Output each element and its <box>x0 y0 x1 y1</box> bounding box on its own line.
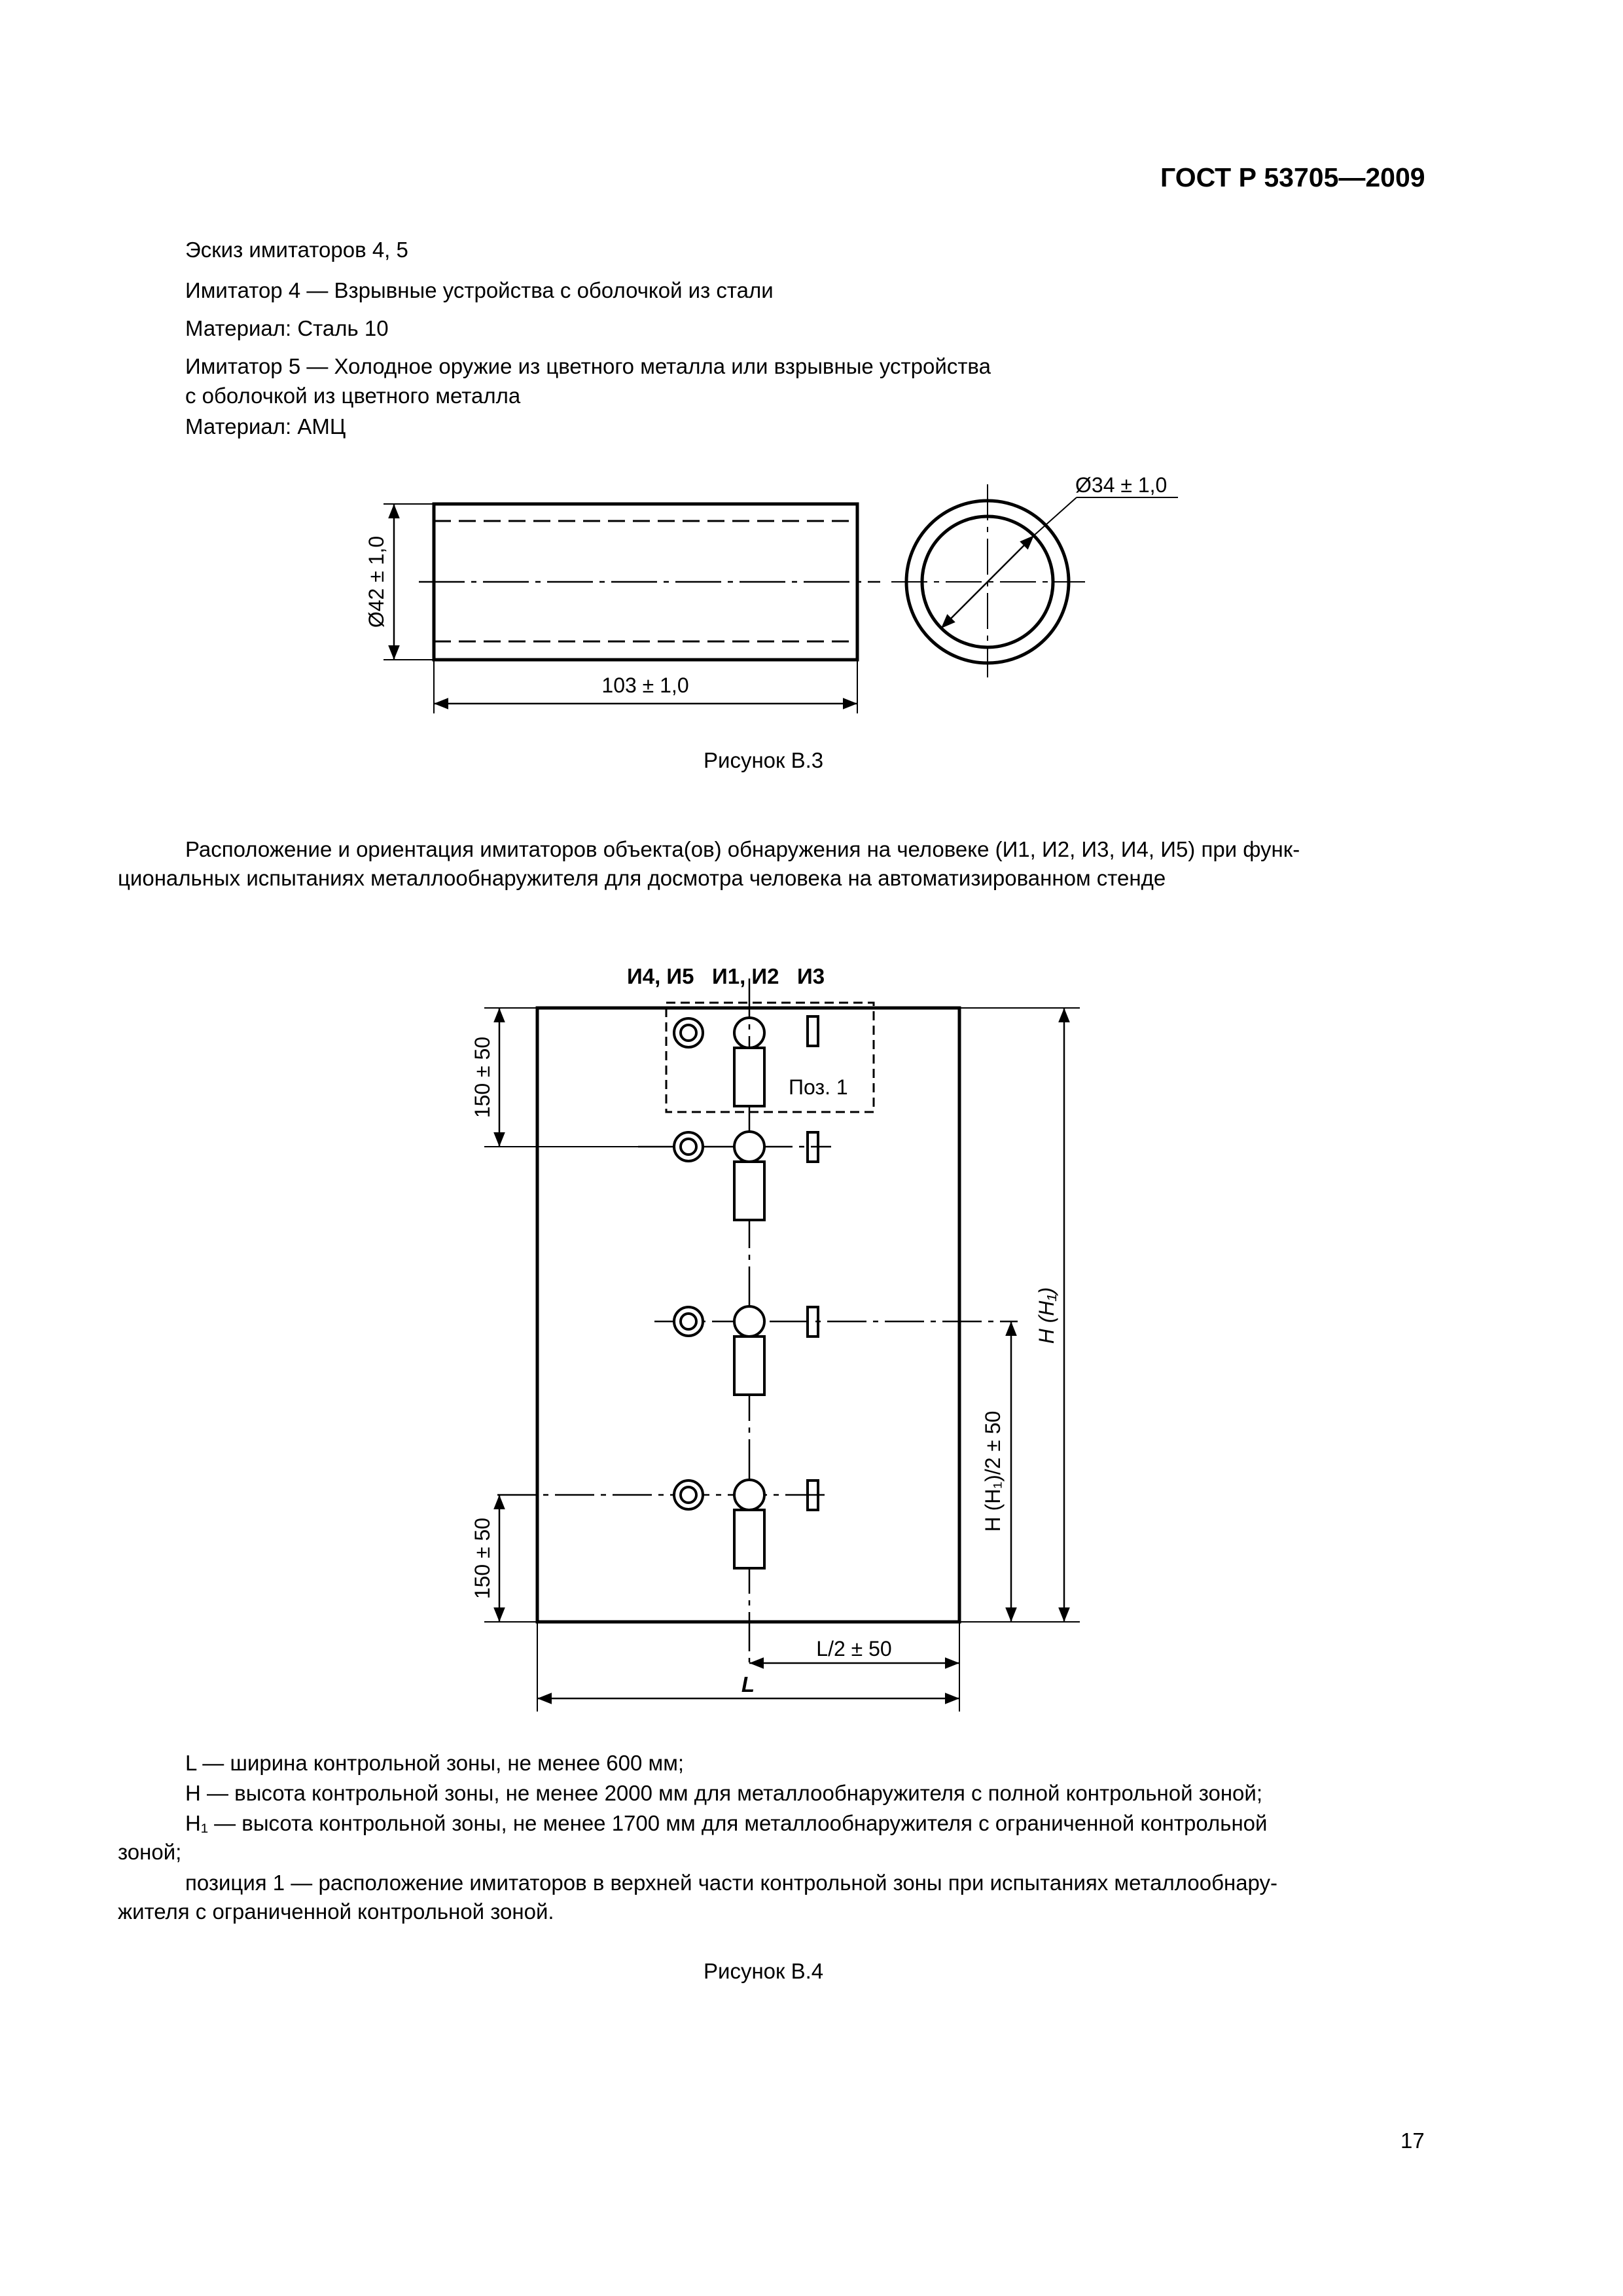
legend-pos1-line2: жителя с ограниченной контрольной зоной. <box>118 1899 554 1924</box>
imitator-5-text-line1: Имитатор 5 — Холодное оружие из цветного металла или взрывные устройства <box>185 354 991 378</box>
legend-l: L — ширина контрольной зоны, не менее 600 мм; <box>185 1751 685 1775</box>
label-i1-i2: И1, И2 <box>712 964 779 988</box>
legend-h1-line2: зоной; <box>118 1840 182 1864</box>
section-text-line1: Расположение и ориентация имитаторов объекта(ов) обнаружения на человеке (И1, И2, И3, И4, И5) при функ- <box>185 837 1300 861</box>
imitator-4-text: Имитатор 4 — Взрывные устройства с оболочкой из стали <box>185 278 774 302</box>
dim-l-half-label: L/2 ± 50 <box>816 1637 892 1660</box>
dim-h-label: H (H₁) <box>1035 1287 1058 1344</box>
figure-b3-caption: Рисунок В.3 <box>704 748 824 772</box>
page-number: 17 <box>1400 2128 1425 2153</box>
legend-h1-line1: H₁ — высота контрольной зоны, не менее 1700 мм для металлообнаружителя с ограниченной контрольной <box>185 1811 1268 1835</box>
sketch-title: Эскиз имитаторов 4, 5 <box>185 238 408 262</box>
legend-pos1-line1: позиция 1 — расположение имитаторов в верхней части контрольной зоны при испытаниях металлообнару- <box>185 1871 1278 1895</box>
length-label: 103 ± 1,0 <box>601 673 689 697</box>
outer-diameter-label: Ø42 ± 1,0 <box>365 535 388 628</box>
material-1-text: Материал: Сталь 10 <box>185 316 389 340</box>
material-2-text: Материал: АМЦ <box>185 414 346 439</box>
imitator-5-text-line2: с оболочкой из цветного металла <box>185 384 521 408</box>
imitator-row-2 <box>638 1132 831 1220</box>
legend-h: H — высота контрольной зоны, не менее 2000 мм для металлообнаружителя с полной контрольной зоной; <box>185 1781 1263 1805</box>
label-i3: И3 <box>797 964 825 988</box>
dim-top-150-label: 150 ± 50 <box>471 1036 494 1119</box>
dim-h-half-label: H (H₁)/2 ± 50 <box>981 1410 1005 1532</box>
document-id: ГОСТ Р 53705—2009 <box>1160 162 1425 192</box>
imitator-row-3 <box>654 1306 1018 1395</box>
section-text-line2: циональных испытаниях металлообнаружителя для досмотра человека на автоматизированном стенде <box>118 866 1166 890</box>
figure-b4-caption: Рисунок В.4 <box>704 1959 824 1983</box>
imitator-row-4 <box>497 1480 831 1568</box>
dim-l-label: L <box>741 1672 755 1696</box>
inner-diameter-label: Ø34 ± 1,0 <box>1075 473 1168 497</box>
dim-bottom-150-label: 150 ± 50 <box>471 1517 494 1600</box>
label-i4-i5: И4, И5 <box>627 964 694 988</box>
position-1-label: Поз. 1 <box>789 1075 848 1099</box>
